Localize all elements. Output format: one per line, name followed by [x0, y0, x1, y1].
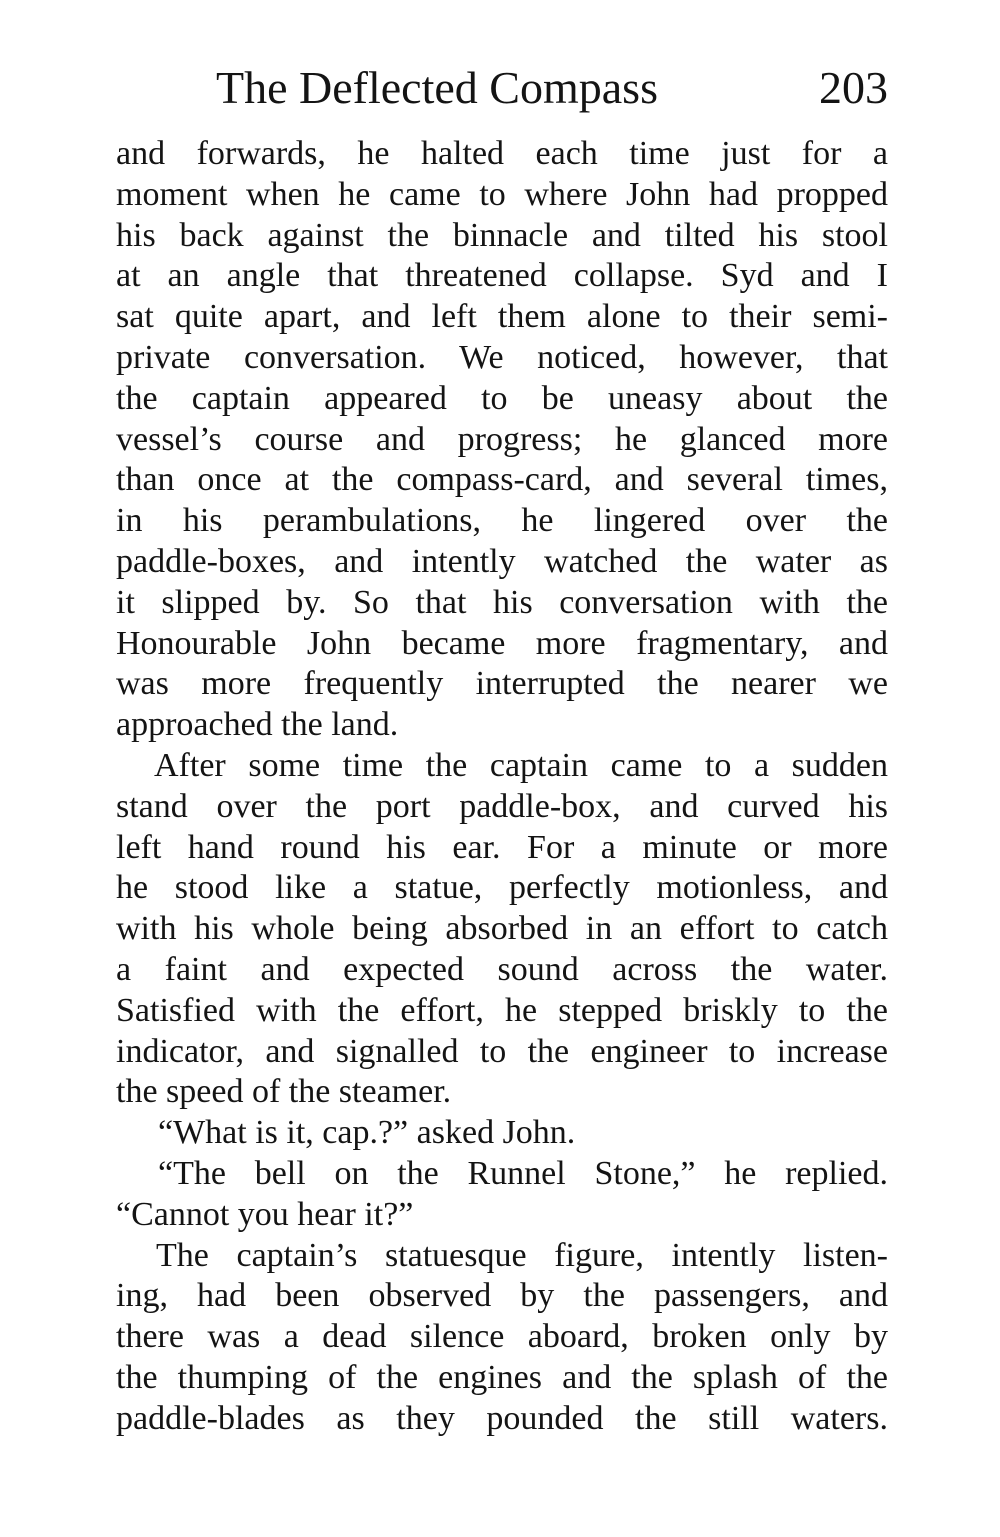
text-line: private conversation. We noticed, however, that	[116, 338, 888, 376]
text-line: moment when he came to where John had propped	[116, 175, 888, 213]
text-line: the speed of the steamer.	[116, 1073, 452, 1111]
text-line: it slipped by. So that his conversation with the	[116, 583, 888, 621]
text-line: Satisfied with the effort, he stepped briskly to the	[116, 991, 888, 1029]
text-line: vessel’s course and progress; he glanced more	[116, 420, 888, 458]
chapter-title: The Deflected Compass	[216, 62, 658, 113]
page-number: 203	[819, 62, 888, 113]
text-line: the thumping of the engines and the splash of the	[116, 1358, 888, 1396]
text-line: indicator, and signalled to the engineer to increase	[116, 1032, 888, 1070]
text-line: Honourable John became more fragmentary, and	[116, 624, 888, 662]
text-line: After some time the captain came to a sudden	[154, 746, 888, 784]
text-line: a faint and expected sound across the water.	[116, 950, 888, 988]
text-line: sat quite apart, and left them alone to their semi-	[116, 298, 888, 336]
text-line: ing, had been observed by the passengers, and	[116, 1277, 888, 1315]
text-line: at an angle that threatened collapse. Syd and I	[116, 257, 888, 295]
text-line: there was a dead silence aboard, broken only by	[116, 1318, 888, 1356]
text-line: with his whole being absorbed in an effort to catch	[116, 910, 888, 948]
text-line: “Cannot you hear it?”	[116, 1195, 414, 1233]
text-line: and forwards, he halted each time just for a	[116, 135, 888, 172]
text-line: was more frequently interrupted the nearer we	[116, 665, 888, 703]
text-line: paddle-boxes, and intently watched the water as	[116, 542, 888, 580]
running-head	[216, 58, 888, 118]
text-line: he stood like a statue, perfectly motionless, and	[116, 869, 888, 907]
body-text	[116, 134, 888, 1440]
text-line: in his perambulations, he lingered over the	[116, 502, 888, 540]
text-line: left hand round his ear. For a minute or more	[116, 828, 888, 866]
text-line: the captain appeared to be uneasy about the	[116, 379, 888, 417]
text-line: approached the land.	[116, 706, 399, 744]
text-line: The captain’s statuesque figure, intently listen-	[156, 1236, 888, 1274]
text-line: “What is it, cap.?” asked John.	[158, 1114, 576, 1152]
text-line: than once at the compass-card, and several times,	[116, 461, 888, 499]
text-line: stand over the port paddle-box, and curved his	[116, 787, 888, 825]
text-line: paddle-blades as they pounded the still waters.	[116, 1399, 888, 1437]
text-line: “The bell on the Runnel Stone,” he replied.	[158, 1154, 888, 1192]
text-line: his back against the binnacle and tilted his stool	[116, 216, 888, 254]
